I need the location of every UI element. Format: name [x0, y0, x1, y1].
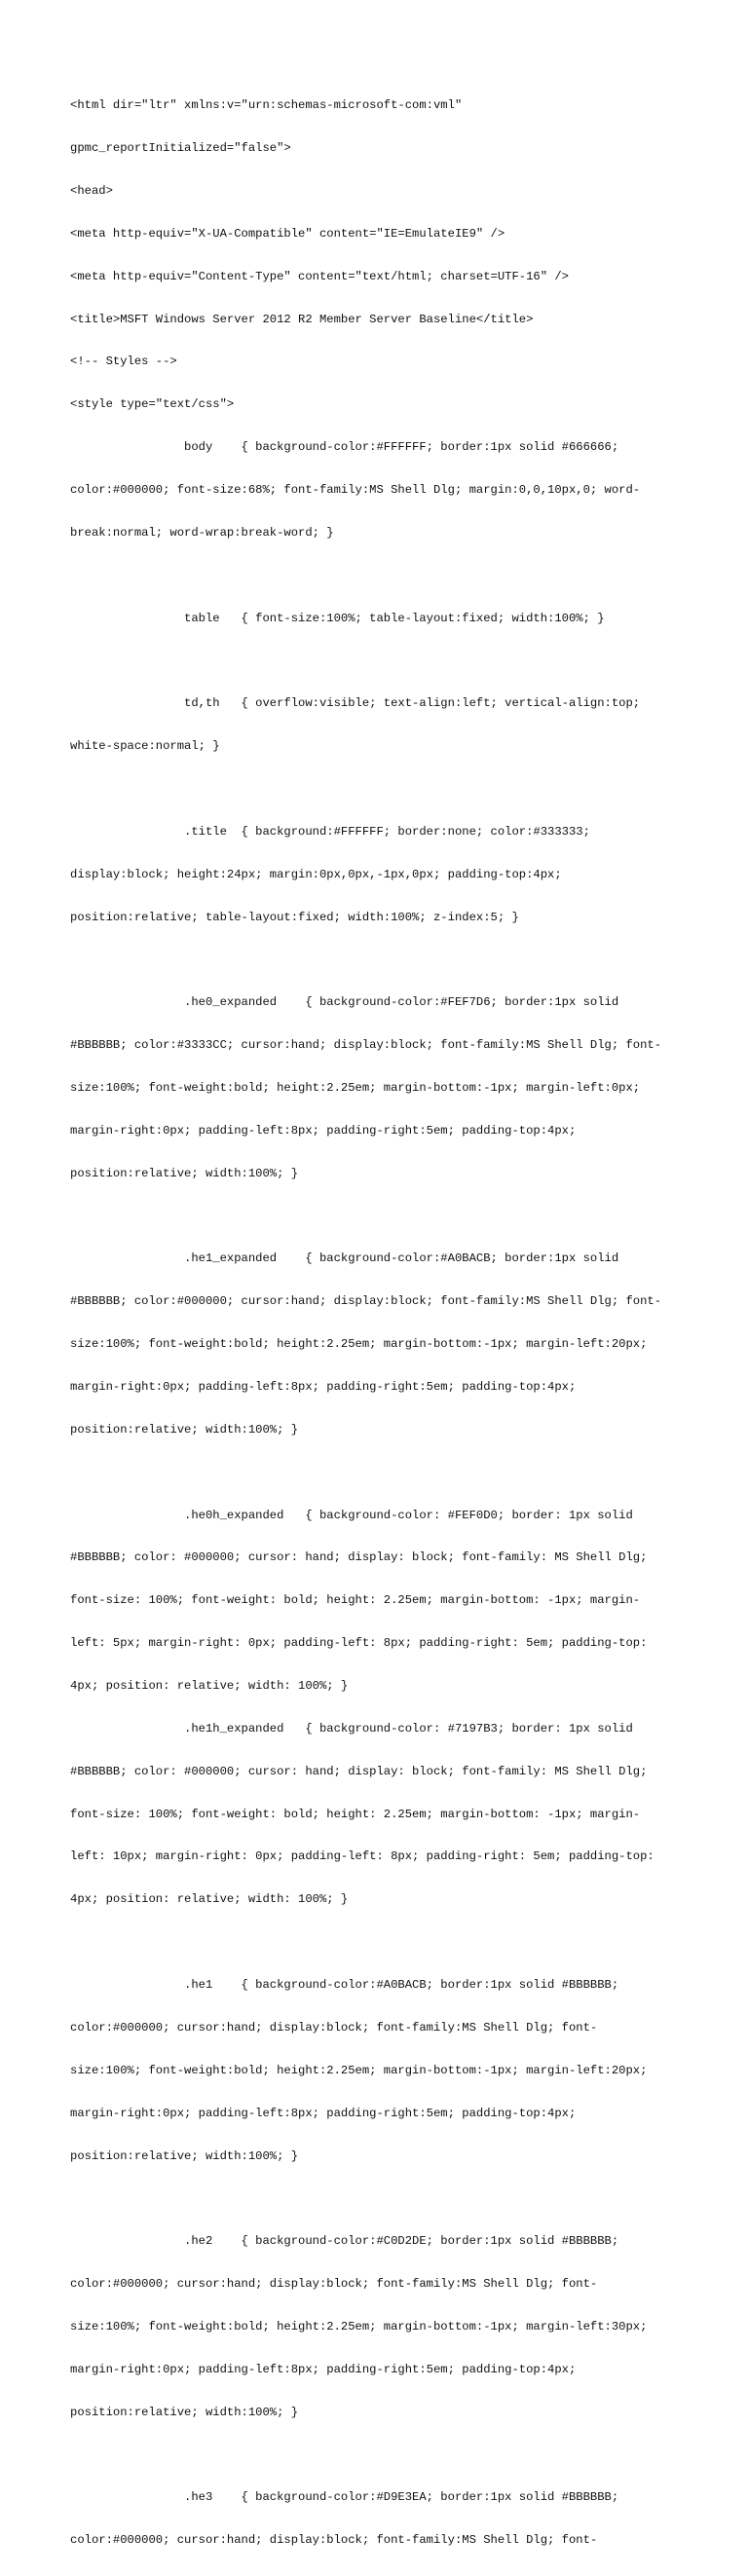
code-line: size:100%; font-weight:bold; height:2.25em; margin-bottom:-1px; margin-left:20px; — [70, 2063, 648, 2077]
code-line: position:relative; width:100%; } — [70, 1166, 299, 1180]
code-line: <style type="text/css"> — [70, 397, 235, 412]
code-line: .he2 { background-color:#C0D2DE; border:1px solid #BBBBBB; — [70, 2234, 619, 2249]
code-line: color:#000000; font-size:68%; font-family:MS Shell Dlg; margin:0,0,10px,0; word- — [70, 482, 641, 497]
code-line: .title { background:#FFFFFF; border:none; color:#333333; — [70, 824, 590, 839]
code-line: <meta http-equiv="Content-Type" content="text/html; charset=UTF-16" /> — [70, 269, 569, 283]
code-line: <title>MSFT Windows Server 2012 R2 Member Server Baseline</title> — [70, 312, 534, 326]
code-line — [70, 952, 693, 967]
code-line: .he0h_expanded { background-color: #FEF0D0; border: 1px solid — [70, 1508, 633, 1522]
code-line: td,th { overflow:visible; text-align:left; vertical-align:top; — [70, 696, 641, 711]
code-line: white-space:normal; } — [70, 739, 220, 754]
code-line: left: 5px; margin-right: 0px; padding-left: 8px; padding-right: 5em; padding-top: — [70, 1636, 648, 1651]
code-line: size:100%; font-weight:bold; height:2.25em; margin-bottom:-1px; margin-left:20px; — [70, 1337, 648, 1352]
code-line: size:100%; font-weight:bold; height:2.25em; margin-bottom:-1px; margin-left:30px; — [70, 2319, 648, 2333]
code-line: margin-right:0px; padding-left:8px; padding-right:5em; padding-top:4px; — [70, 2362, 577, 2376]
code-line: body { background-color:#FFFFFF; border:1px solid #666666; — [70, 440, 619, 455]
code-line: color:#000000; cursor:hand; display:block; font-family:MS Shell Dlg; font- — [70, 2533, 598, 2548]
code-line — [70, 2448, 693, 2463]
code-line — [70, 1466, 693, 1480]
code-line: .he1 { background-color:#A0BACB; border:1px solid #BBBBBB; — [70, 1978, 619, 1993]
code-line: color:#000000; cursor:hand; display:block; font-family:MS Shell Dlg; font- — [70, 2020, 598, 2035]
code-line: gpmc_reportInitialized="false"> — [70, 141, 291, 156]
code-line — [70, 653, 693, 668]
code-line: #BBBBBB; color: #000000; cursor: hand; display: block; font-family: MS Shell Dlg; — [70, 1550, 648, 1565]
code-line — [70, 1935, 693, 1950]
code-line: margin-right:0px; padding-left:8px; padding-right:5em; padding-top:4px; — [70, 2106, 577, 2120]
code-line: .he0_expanded { background-color:#FEF7D6; border:1px solid — [70, 995, 619, 1010]
code-line: position:relative; table-layout:fixed; width:100%; z-index:5; } — [70, 910, 519, 924]
code-line — [70, 2191, 693, 2206]
code-line: 4px; position: relative; width: 100%; } — [70, 1892, 349, 1907]
code-line: position:relative; width:100%; } — [70, 2405, 299, 2419]
code-line: color:#000000; cursor:hand; display:block; font-family:MS Shell Dlg; font- — [70, 2277, 598, 2292]
source-code-block — [70, 70, 693, 2576]
code-line: 4px; position: relative; width: 100%; } — [70, 1679, 349, 1694]
code-line: break:normal; word-wrap:break-word; } — [70, 525, 334, 540]
code-line: #BBBBBB; color: #000000; cursor: hand; display: block; font-family: MS Shell Dlg; — [70, 1764, 648, 1778]
code-line: font-size: 100%; font-weight: bold; height: 2.25em; margin-bottom: -1px; margin- — [70, 1593, 641, 1608]
code-line — [70, 782, 693, 797]
code-line: <!-- Styles --> — [70, 355, 177, 369]
code-line: margin-right:0px; padding-left:8px; padding-right:5em; padding-top:4px; — [70, 1380, 577, 1395]
code-line: position:relative; width:100%; } — [70, 2148, 299, 2163]
code-line: <head> — [70, 183, 113, 198]
code-line — [70, 569, 693, 583]
code-line: font-size: 100%; font-weight: bold; height: 2.25em; margin-bottom: -1px; margin- — [70, 1807, 641, 1821]
code-line: table { font-size:100%; table-layout:fixed; width:100%; } — [70, 611, 605, 625]
code-line: <html dir="ltr" xmlns:v="urn:schemas-microsoft-com:vml" — [70, 98, 463, 113]
code-line — [70, 1210, 693, 1224]
code-line: #BBBBBB; color:#000000; cursor:hand; display:block; font-family:MS Shell Dlg; font- — [70, 1294, 662, 1309]
code-line: .he1_expanded { background-color:#A0BACB; border:1px solid — [70, 1251, 619, 1266]
code-line: #BBBBBB; color:#3333CC; cursor:hand; display:block; font-family:MS Shell Dlg; font- — [70, 1038, 662, 1053]
code-line: size:100%; font-weight:bold; height:2.25em; margin-bottom:-1px; margin-left:0px; — [70, 1081, 641, 1096]
code-line: .he3 { background-color:#D9E3EA; border:1px solid #BBBBBB; — [70, 2490, 619, 2505]
code-line: display:block; height:24px; margin:0px,0px,-1px,0px; padding-top:4px; — [70, 867, 562, 881]
code-line: position:relative; width:100%; } — [70, 1422, 299, 1437]
code-line: left: 10px; margin-right: 0px; padding-left: 8px; padding-right: 5em; padding-top: — [70, 1849, 654, 1864]
code-line: .he1h_expanded { background-color: #7197B3; border: 1px solid — [70, 1721, 633, 1736]
code-line: <meta http-equiv="X-UA-Compatible" content="IE=EmulateIE9" /> — [70, 226, 505, 241]
code-line: margin-right:0px; padding-left:8px; padding-right:5em; padding-top:4px; — [70, 1123, 577, 1138]
